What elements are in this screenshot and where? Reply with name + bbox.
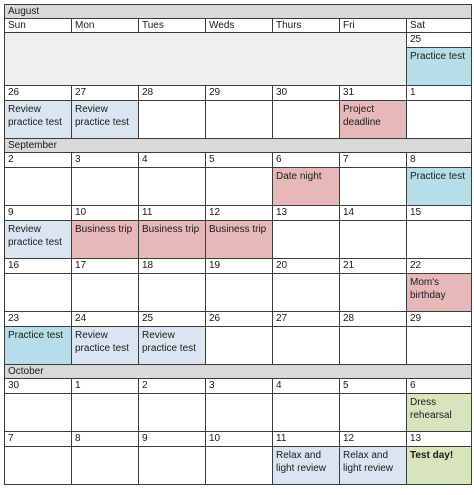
day-cell: [138, 100, 206, 139]
day-number-cell: [71, 431, 139, 447]
weekday-header: [272, 18, 340, 33]
day-number: 29: [410, 313, 422, 324]
event-label: Business trip: [142, 224, 200, 235]
day-cell: [339, 167, 407, 206]
event-cell: [406, 47, 472, 86]
day-number-cell: [138, 205, 206, 221]
event-label: Date night: [276, 171, 322, 182]
day-number-cell: [272, 431, 340, 447]
day-cell: [406, 220, 472, 259]
day-number-cell: [272, 205, 340, 221]
day-number-cell: [406, 152, 472, 168]
day-number: 8: [410, 154, 416, 165]
event-cell: [272, 167, 340, 206]
day-number-cell: [138, 258, 206, 274]
day-cell: [138, 273, 206, 312]
day-cell: [71, 273, 139, 312]
day-number-cell: [406, 85, 472, 101]
day-cell: [71, 393, 139, 432]
day-cell: [205, 167, 273, 206]
day-number: 1: [410, 87, 416, 98]
day-number: 3: [75, 154, 81, 165]
day-number: 4: [142, 154, 148, 165]
day-cell: [205, 326, 273, 365]
event-label: Test day!: [410, 450, 454, 461]
day-number: 12: [209, 207, 221, 218]
weekday-header: [205, 18, 273, 33]
day-number-cell: [138, 311, 206, 327]
event-cell: [4, 220, 72, 259]
day-number: 6: [276, 154, 282, 165]
day-number: 14: [343, 207, 355, 218]
day-number-cell: [71, 152, 139, 168]
event-cell: [138, 326, 206, 365]
day-cell: [339, 273, 407, 312]
day-number-cell: [406, 258, 472, 274]
event-cell: [406, 393, 472, 432]
event-label: Business trip: [209, 224, 267, 235]
day-number-cell: [272, 311, 340, 327]
day-number-cell: [4, 152, 72, 168]
day-cell: [71, 167, 139, 206]
day-cell: [4, 273, 72, 312]
day-number: 8: [75, 433, 81, 444]
day-number: 16: [8, 260, 20, 271]
day-cell: [406, 326, 472, 365]
day-cell: [339, 220, 407, 259]
weekday-label: Tues: [142, 20, 164, 31]
day-number: 30: [8, 380, 20, 391]
day-number: 25: [142, 313, 154, 324]
weekday-label: Weds: [209, 20, 235, 31]
event-label: Relax and light review: [343, 450, 394, 474]
day-number-cell: [205, 431, 273, 447]
day-cell: [339, 393, 407, 432]
event-label: Review practice test: [75, 330, 129, 354]
month-header: [4, 364, 472, 379]
day-number: 13: [276, 207, 288, 218]
month-title: August: [8, 6, 40, 17]
day-number-cell: [4, 85, 72, 101]
day-number: 18: [142, 260, 154, 271]
day-number: 7: [343, 154, 349, 165]
event-label: Dress rehearsal: [410, 397, 452, 421]
event-cell: [4, 100, 72, 139]
event-cell: [339, 100, 407, 139]
day-number: 9: [8, 207, 14, 218]
weekday-label: Sat: [410, 20, 426, 31]
event-cell: [339, 446, 407, 485]
day-cell: [339, 326, 407, 365]
day-number-cell: [272, 258, 340, 274]
day-cell: [205, 273, 273, 312]
day-number: 4: [276, 380, 282, 391]
day-number: 20: [276, 260, 288, 271]
day-number: 31: [343, 87, 355, 98]
day-number-cell: [339, 378, 407, 394]
day-number-cell: [4, 378, 72, 394]
event-cell: [71, 100, 139, 139]
day-number: 5: [209, 154, 215, 165]
day-number-cell: [205, 85, 273, 101]
day-number-cell: [339, 311, 407, 327]
day-number: 23: [8, 313, 20, 324]
day-number: 24: [75, 313, 87, 324]
day-cell: [272, 393, 340, 432]
event-label: Review practice test: [8, 104, 62, 128]
event-label: Relax and light review: [276, 450, 327, 474]
day-number-cell: [406, 311, 472, 327]
day-number-cell: [272, 378, 340, 394]
day-number: 6: [410, 380, 416, 391]
day-number-cell: [205, 152, 273, 168]
day-number-cell: [406, 205, 472, 221]
day-cell: [138, 167, 206, 206]
event-cell: [71, 326, 139, 365]
day-number-cell: [339, 205, 407, 221]
day-number: 22: [410, 260, 422, 271]
event-cell: [272, 446, 340, 485]
event-label: Review practice test: [142, 330, 196, 354]
day-number: 11: [276, 433, 287, 444]
weekday-label: Mon: [75, 20, 95, 31]
event-label: Review practice test: [8, 224, 62, 248]
day-number: 7: [8, 433, 14, 444]
day-number: 10: [75, 207, 87, 218]
day-number: 30: [276, 87, 288, 98]
day-number-cell: [138, 431, 206, 447]
weekday-label: Thurs: [276, 20, 302, 31]
event-label: Review practice test: [75, 104, 129, 128]
weekday-header: [406, 18, 472, 33]
event-cell: [205, 220, 273, 259]
day-number-cell: [205, 258, 273, 274]
day-cell: [138, 393, 206, 432]
day-number-cell: [138, 85, 206, 101]
day-cell: [272, 220, 340, 259]
day-number-cell: [339, 431, 407, 447]
day-number: 13: [410, 433, 422, 444]
event-cell: [138, 220, 206, 259]
day-number: 26: [209, 313, 221, 324]
event-cell: [406, 167, 472, 206]
day-number-cell: [71, 258, 139, 274]
day-cell: [272, 100, 340, 139]
day-cell: [272, 326, 340, 365]
month-title: September: [8, 140, 57, 151]
day-cell: [205, 446, 273, 485]
event-label: Practice test: [8, 330, 64, 341]
day-number-cell: [71, 85, 139, 101]
day-number-cell: [406, 378, 472, 394]
event-cell: [406, 446, 472, 485]
month-title: October: [8, 366, 44, 377]
event-cell: [4, 326, 72, 365]
day-cell: [205, 100, 273, 139]
day-number: 26: [8, 87, 20, 98]
day-number: 25: [410, 34, 422, 45]
event-label: Mom's birthday: [410, 277, 446, 301]
day-number-cell: [138, 152, 206, 168]
weekday-header: [339, 18, 407, 33]
day-number-cell: [339, 152, 407, 168]
day-number: 12: [343, 433, 355, 444]
day-number: 1: [75, 380, 81, 391]
day-cell: [406, 100, 472, 139]
day-number-cell: [4, 205, 72, 221]
day-number-cell: [205, 378, 273, 394]
weekday-label: Fri: [343, 20, 355, 31]
day-number-cell: [205, 311, 273, 327]
day-number: 3: [209, 380, 215, 391]
day-number: 9: [142, 433, 148, 444]
weekday-header: [138, 18, 206, 33]
day-cell: [71, 446, 139, 485]
weekday-header: [4, 18, 72, 33]
month-header: [4, 4, 472, 19]
event-label: Practice test: [410, 51, 466, 62]
day-number: 2: [142, 380, 148, 391]
event-cell: [406, 273, 472, 312]
month-header: [4, 138, 472, 153]
day-number: 28: [142, 87, 154, 98]
day-number: 28: [343, 313, 355, 324]
day-cell: [4, 393, 72, 432]
day-number: 27: [75, 87, 87, 98]
day-number-cell: [4, 431, 72, 447]
event-label: Business trip: [75, 224, 133, 235]
day-number: 17: [75, 260, 87, 271]
day-cell: [4, 446, 72, 485]
weekday-header: [71, 18, 139, 33]
day-number: 10: [209, 433, 221, 444]
day-number: 27: [276, 313, 288, 324]
day-number-cell: [4, 258, 72, 274]
day-number: 5: [343, 380, 349, 391]
day-cell: [138, 446, 206, 485]
day-number: 21: [343, 260, 355, 271]
calendar-grid: [4, 4, 470, 490]
day-number-cell: [71, 311, 139, 327]
day-number-cell: [272, 152, 340, 168]
day-number-cell: [4, 311, 72, 327]
day-number-cell: [272, 85, 340, 101]
day-cell: [272, 273, 340, 312]
day-cell: [205, 393, 273, 432]
empty-cell: [4, 32, 407, 86]
event-cell: [71, 220, 139, 259]
day-number: 2: [8, 154, 14, 165]
day-number-cell: [205, 205, 273, 221]
weekday-label: Sun: [8, 20, 26, 31]
day-number-cell: [339, 258, 407, 274]
day-number-cell: [71, 205, 139, 221]
event-label: Practice test: [410, 171, 466, 182]
day-number: 15: [410, 207, 422, 218]
day-number-cell: [339, 85, 407, 101]
day-number: 11: [142, 207, 153, 218]
day-cell: [4, 167, 72, 206]
day-number-cell: [71, 378, 139, 394]
day-number: 19: [209, 260, 221, 271]
day-number-cell: [406, 32, 472, 48]
day-number-cell: [406, 431, 472, 447]
event-label: Project deadline: [343, 104, 381, 128]
day-number: 29: [209, 87, 221, 98]
day-number-cell: [138, 378, 206, 394]
